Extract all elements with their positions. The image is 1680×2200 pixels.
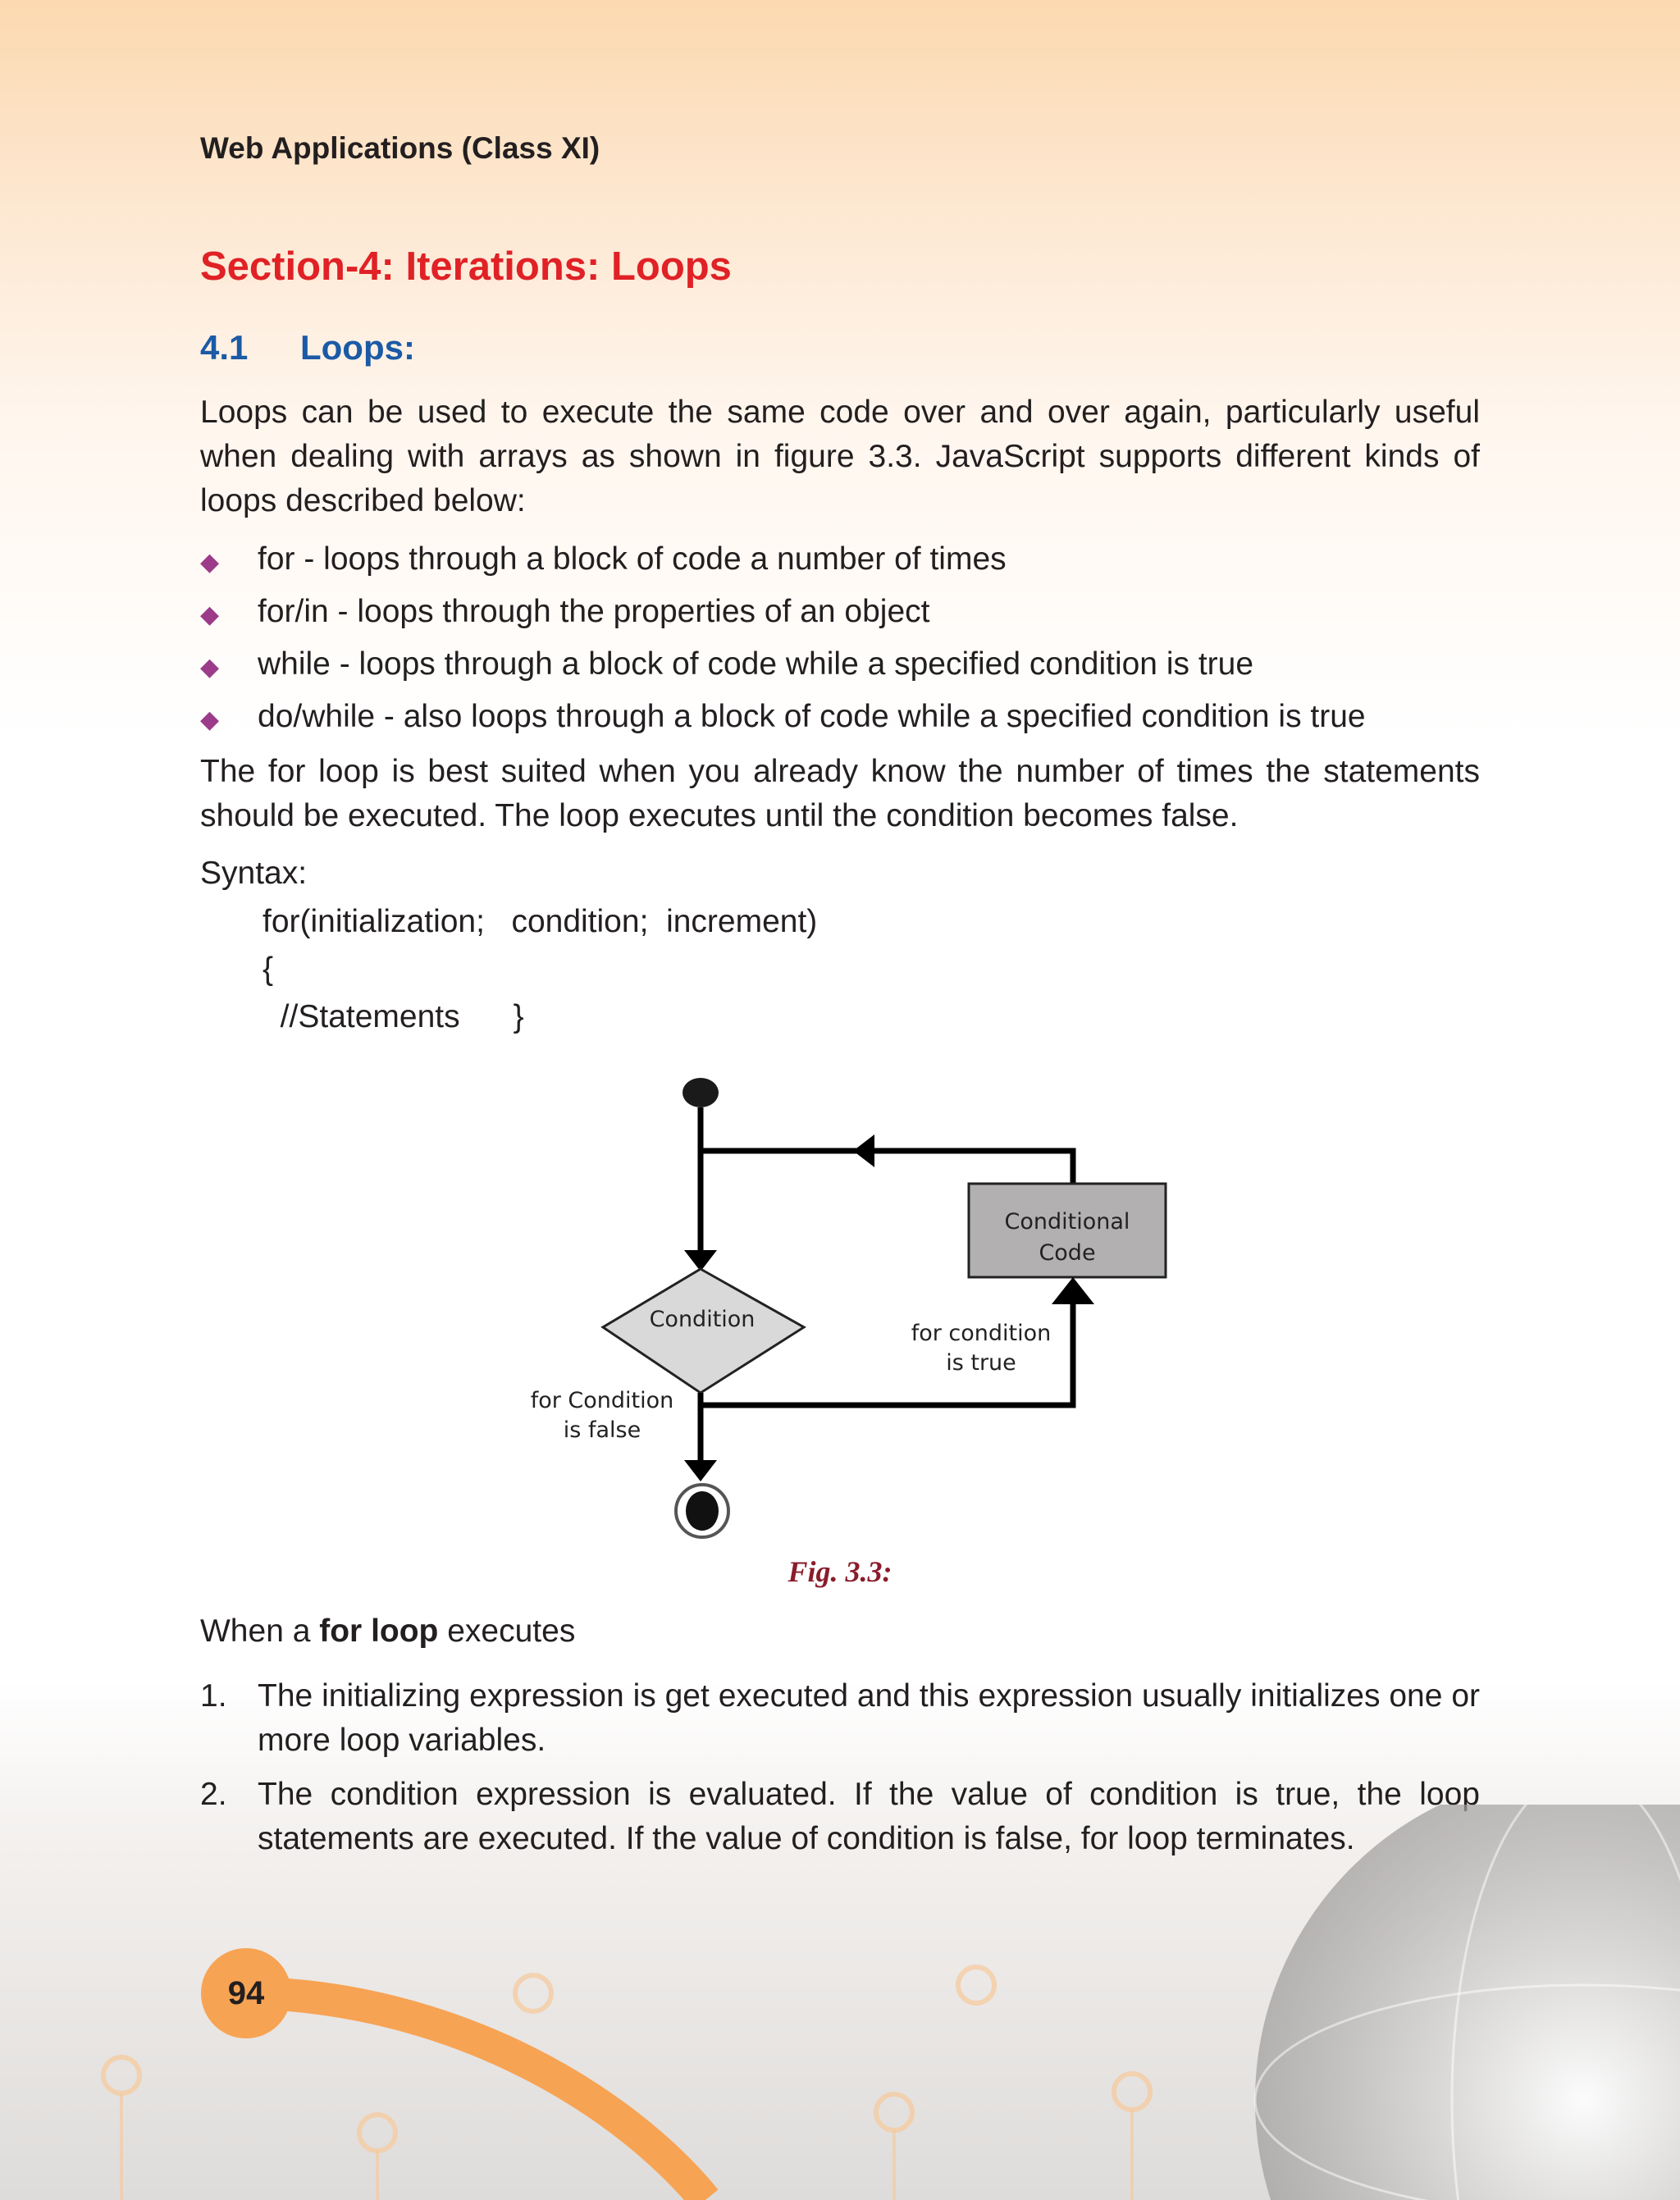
running-header: Web Applications (Class XI) bbox=[200, 131, 600, 165]
conditional-code-label: Conditional bbox=[1004, 1209, 1130, 1235]
syntax-line: { bbox=[262, 952, 274, 987]
syntax-line: for(initialization; condition; increment) bbox=[262, 904, 818, 939]
list-item: 2. The condition expression is evaluated. If the value of condition is true, the loop statements are executed. If the value of condition is false, for loop terminates. bbox=[200, 1777, 1480, 1856]
globe-icon bbox=[1255, 1805, 1680, 2200]
for-loop-flowchart bbox=[492, 1058, 1214, 1559]
intro-paragraph: Loops can be used to execute the same code over and over again, particularly useful when dealing with arrays as shown in figure 3.3. JavaScript supports different kinds of loops described below: bbox=[200, 395, 1480, 518]
arrow-up-icon bbox=[1052, 1277, 1094, 1304]
false-branch-label: is false bbox=[563, 1417, 641, 1443]
diamond-bullet-icon: ◆ bbox=[200, 601, 220, 628]
list-item: ◆ while - loops through a block of code while a specified condition is true bbox=[200, 646, 1254, 682]
orange-swoosh bbox=[262, 1993, 705, 2200]
for-loop-description: The for loop is best suited when you already know the number of times the statements should be executed. The loop executes until the condition becomes false. bbox=[200, 754, 1480, 833]
arrow-left-icon bbox=[853, 1134, 874, 1167]
false-branch-label: for Condition bbox=[530, 1388, 674, 1413]
figure-caption: Fig. 3.3: bbox=[788, 1555, 892, 1588]
list-item: ◆ do/while - also loops through a block of code while a specified condition is true bbox=[200, 699, 1366, 734]
list-item: ◆ for - loops through a block of code a number of times bbox=[200, 541, 1007, 577]
subsection-number: 4.1 bbox=[200, 328, 249, 367]
conditional-code-label: Code bbox=[1039, 1240, 1096, 1266]
list-item: 1. The initializing expression is get executed and this expression usually initializes one or more loop variables. bbox=[200, 1678, 1480, 1758]
diamond-bullet-icon: ◆ bbox=[200, 549, 220, 576]
syntax-label: Syntax: bbox=[200, 856, 308, 891]
end-node-core bbox=[686, 1491, 719, 1531]
subsection-heading bbox=[200, 328, 415, 367]
page-number-badge: 94 bbox=[201, 1948, 291, 2038]
true-branch-label: is true bbox=[946, 1350, 1016, 1376]
arrow-down-icon bbox=[684, 1460, 717, 1481]
start-node bbox=[682, 1078, 719, 1107]
when-for-loop-heading: When a for loop executes bbox=[200, 1613, 576, 1649]
loop-back-line bbox=[701, 1151, 1073, 1183]
syntax-line: //Statements } bbox=[262, 999, 524, 1034]
section-title: Section-4: Iterations: Loops bbox=[200, 244, 732, 289]
list-item: ◆ for/in - loops through the properties of an object bbox=[200, 594, 930, 629]
true-branch-label: for condition bbox=[911, 1321, 1052, 1346]
diamond-bullet-icon: ◆ bbox=[200, 654, 220, 681]
diamond-bullet-icon: ◆ bbox=[200, 706, 220, 733]
condition-label: Condition bbox=[649, 1307, 756, 1332]
loop-types-list bbox=[200, 537, 1513, 747]
subsection-title: Loops: bbox=[300, 328, 415, 367]
